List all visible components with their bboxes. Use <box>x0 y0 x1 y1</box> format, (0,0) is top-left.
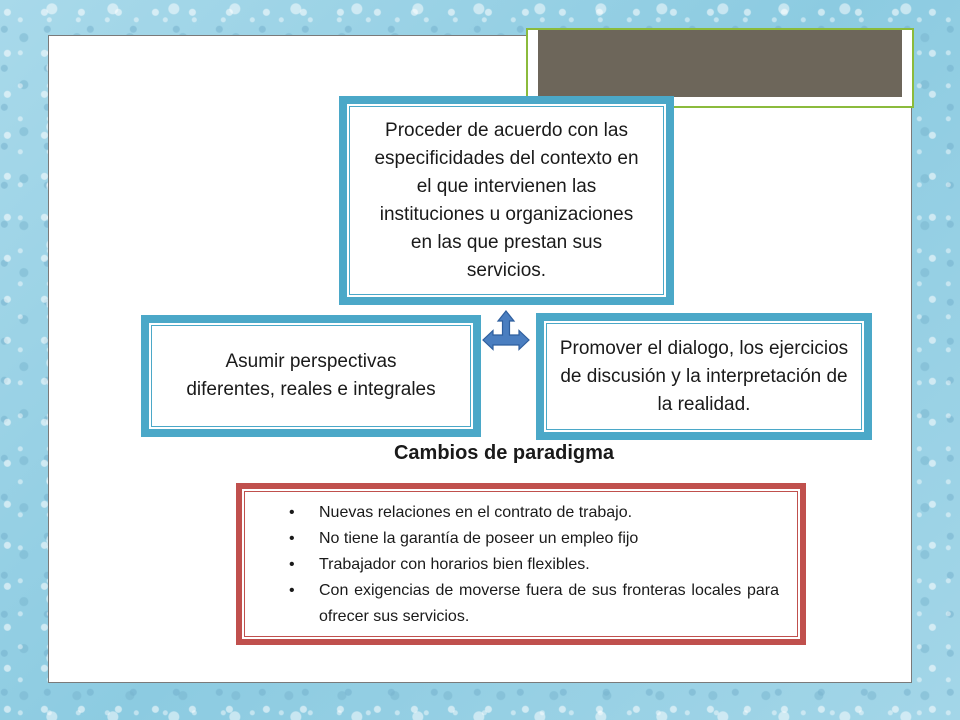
list-item: • Trabajador con horarios bien flexibles. <box>289 552 779 578</box>
left-box-text: Asumir perspectivas diferentes, reales e integrales <box>151 325 471 427</box>
three-way-arrow-icon <box>481 309 531 355</box>
left-box <box>141 315 481 437</box>
slide <box>48 35 912 683</box>
title-bar <box>538 30 902 97</box>
right-box-text: Promover el dialogo, los ejercicios de discusión y la interpretación de la realidad. <box>546 323 862 430</box>
list-item: • Nuevas relaciones en el contrato de trabajo. <box>289 500 779 526</box>
changes-list <box>289 500 779 630</box>
right-box <box>536 313 872 440</box>
top-box <box>339 96 674 305</box>
paradigm-heading: Cambios de paradigma <box>393 442 615 464</box>
changes-box-inner <box>244 491 798 637</box>
top-box-text: Proceder de acuerdo con las especificidades del contexto en el que intervienen las instituciones u organizaciones en las que prestan sus servicios. <box>349 106 664 295</box>
list-item: • Con exigencias de moverse fuera de sus fronteras locales para ofrecer sus servicios. <box>289 578 779 630</box>
list-item: • No tiene la garantía de poseer un empleo fijo <box>289 526 779 552</box>
changes-box <box>236 483 806 645</box>
